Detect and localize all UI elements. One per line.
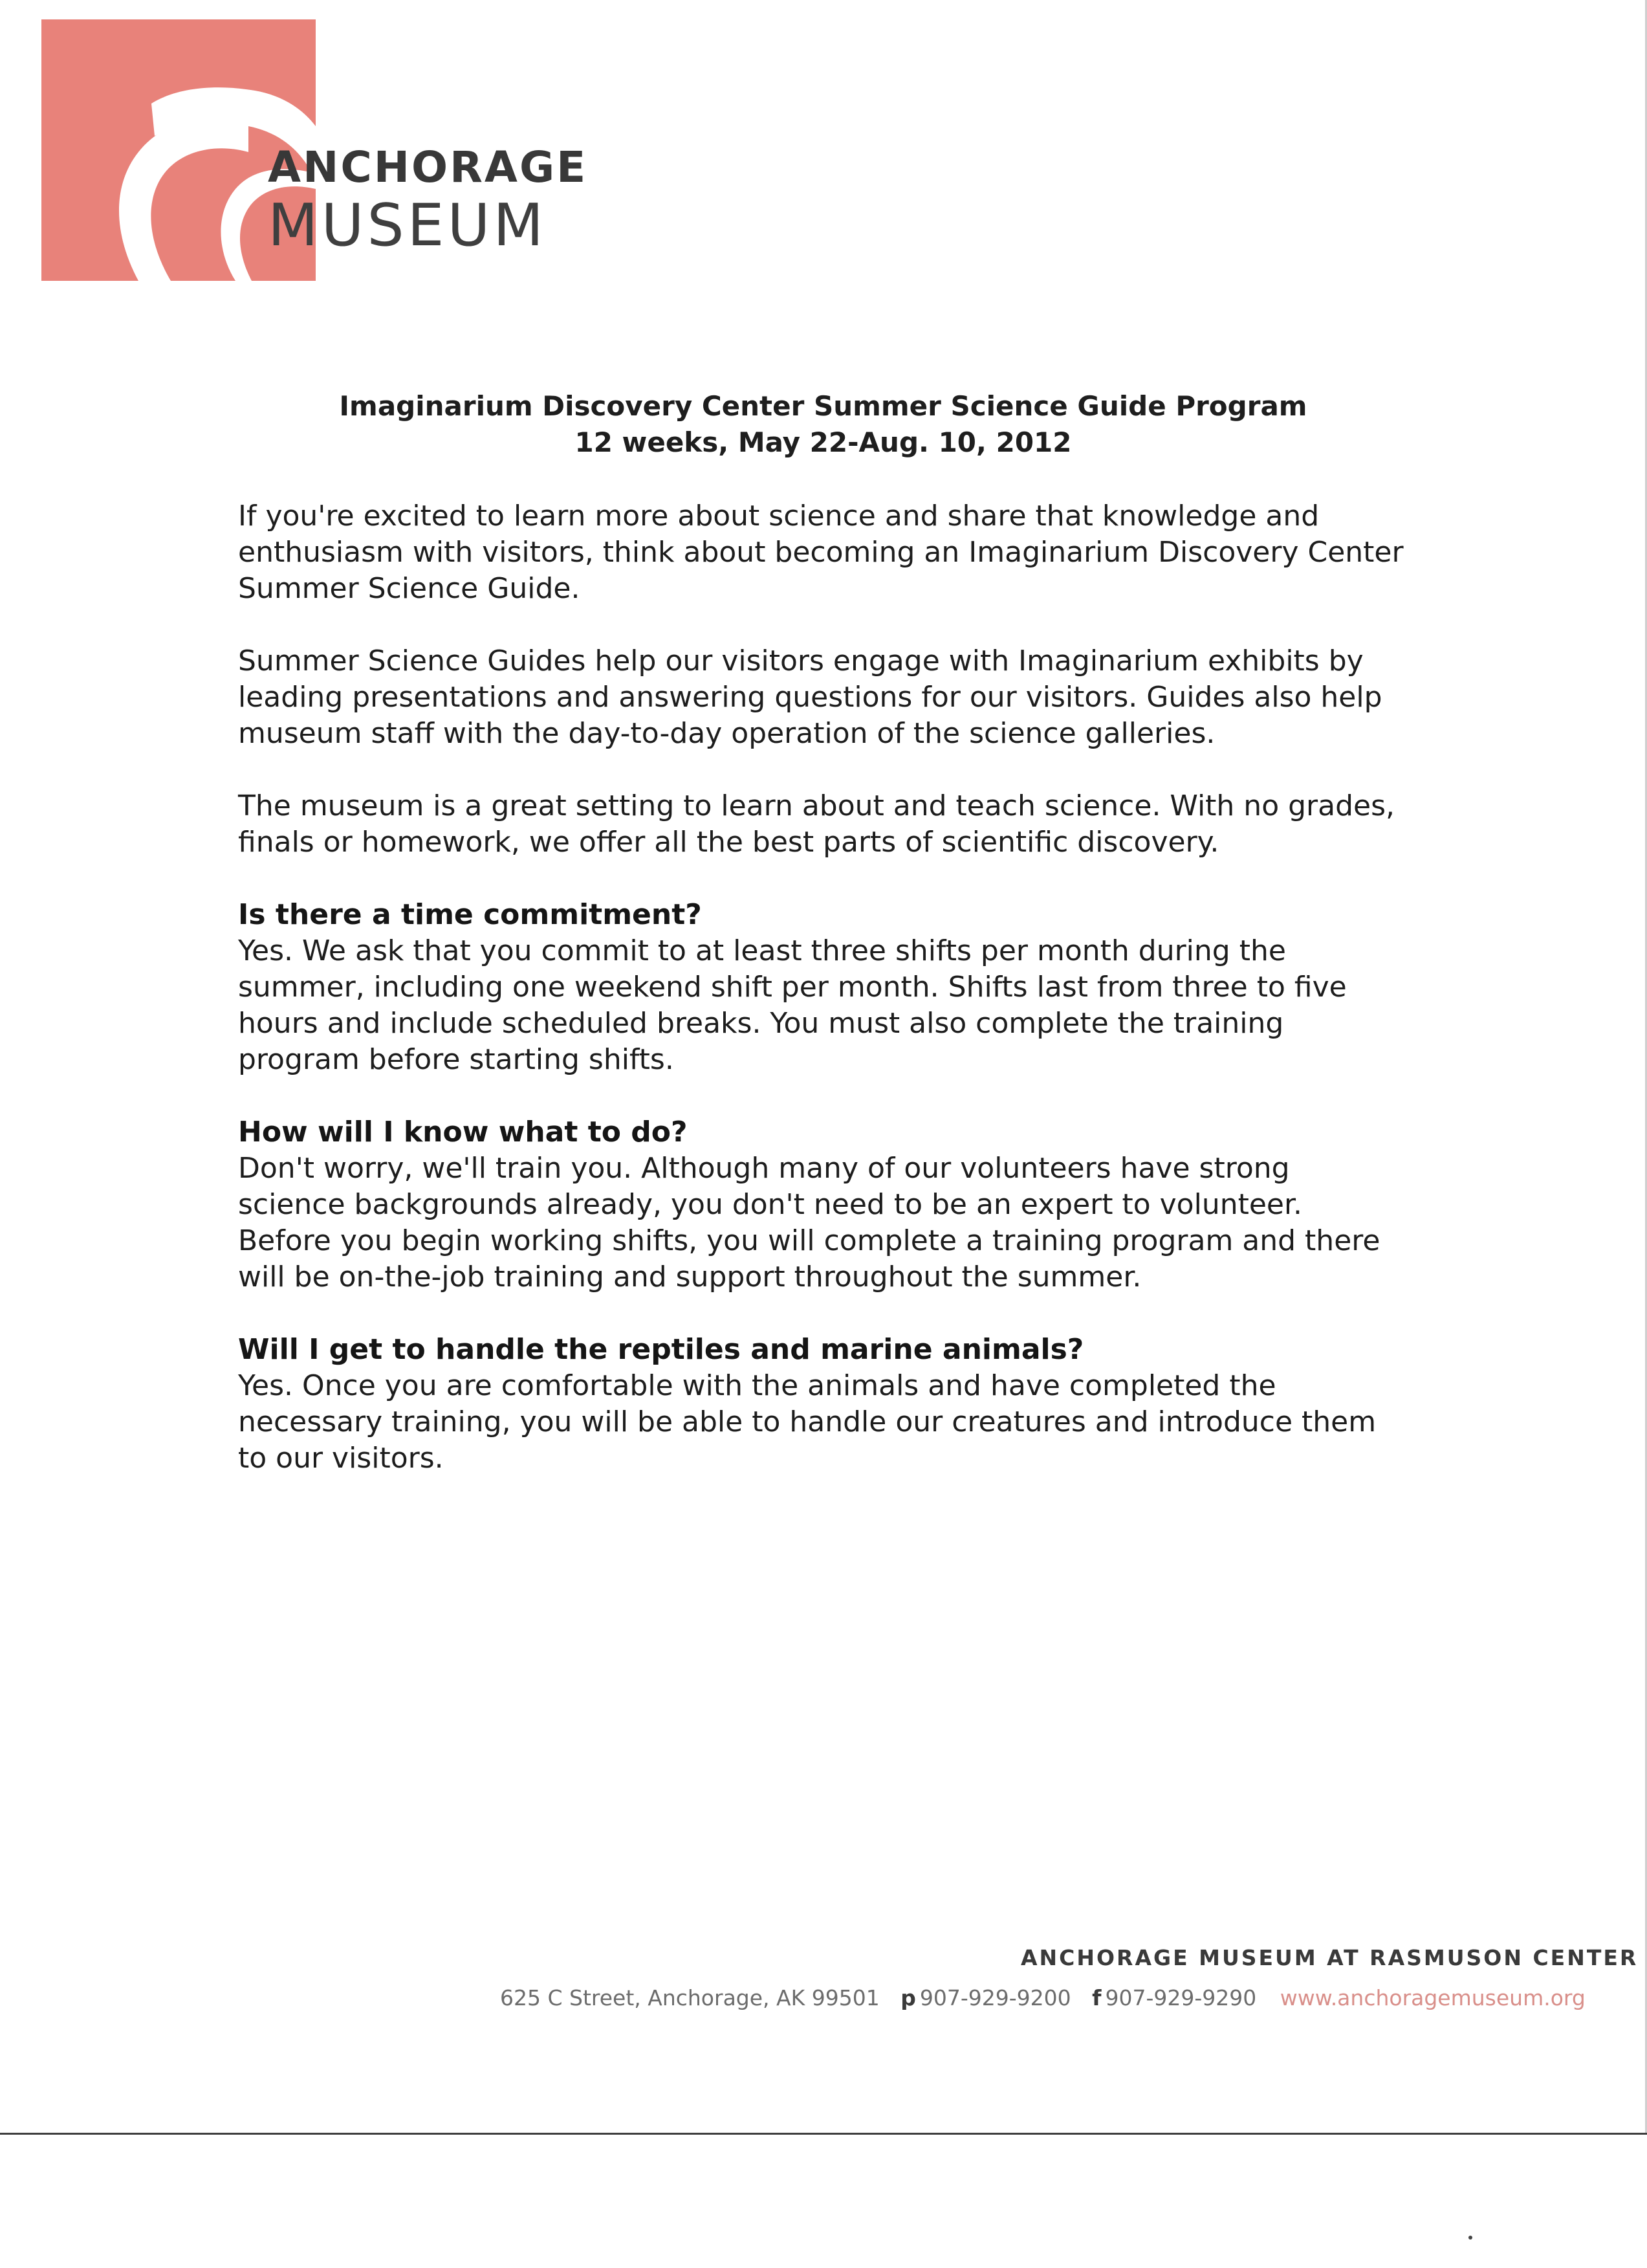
footer-fax: 907-929-9290 (1105, 1985, 1257, 2010)
faq-answer-line: to our visitors. (238, 1442, 444, 1475)
setting-paragraph (238, 788, 1428, 861)
footer-fax-label: f (1092, 1985, 1102, 2010)
document-body (238, 498, 1428, 1513)
faq-answer-line: necessary training, you will be able to handle our creatures and introduce them (238, 1405, 1377, 1438)
document-title: Imaginarium Discovery Center Summer Science Guide Program (339, 390, 1307, 422)
footer-address: 625 C Street, Anchorage, AK 99501 (500, 1985, 880, 2010)
faq-answer-line: hours and include scheduled breaks. You must also complete the training (238, 1007, 1284, 1040)
footer-website-link[interactable]: www.anchoragemuseum.org (1280, 1985, 1586, 2010)
faq-answer-line: Before you begin working shifts, you will complete a training program and there (238, 1224, 1380, 1257)
faq-answer-line: science backgrounds already, you don't need to be an expert to volunteer. (238, 1188, 1303, 1221)
faq-what-to-do (238, 1114, 1428, 1295)
text-line: leading presentations and answering questions for our visitors. Guides also help (238, 681, 1382, 714)
text-line: The museum is a great setting to learn about and teach science. With no grades, (238, 789, 1395, 822)
text-line: museum staff with the day-to-day operation of the science galleries. (238, 717, 1216, 750)
museum-logo (41, 19, 588, 285)
text-line: Summer Science Guides help our visitors engage with Imaginarium exhibits by (238, 644, 1364, 677)
footer-contact-line (500, 1985, 1586, 2010)
logo-wordmark-anchorage: ANCHORAGE (268, 142, 588, 192)
faq-answer-line: Yes. Once you are comfortable with the animals and have completed the (238, 1369, 1276, 1402)
faq-question: Will I get to handle the reptiles and marine animals? (238, 1333, 1084, 1366)
faq-answer-line: will be on-the-job training and support throughout the summer. (238, 1261, 1142, 1294)
faq-answer-line: Yes. We ask that you commit to at least three shifts per month during the (238, 934, 1286, 967)
faq-answer-line: summer, including one weekend shift per month. Shifts last from three to five (238, 971, 1347, 1004)
faq-time-commitment (238, 897, 1428, 1078)
footer-phone: 907-929-9200 (919, 1985, 1071, 2010)
logo-wordmark-museum: MUSEUM (268, 192, 547, 259)
footer-organization: ANCHORAGE MUSEUM AT RASMUSON CENTER (1021, 1945, 1639, 1970)
faq-question: How will I know what to do? (238, 1116, 688, 1149)
faq-answer-line: program before starting shifts. (238, 1043, 674, 1076)
footer-phone-label: p (900, 1985, 916, 2010)
intro-paragraph (238, 498, 1428, 607)
guides-paragraph (238, 643, 1428, 752)
faq-animals (238, 1332, 1428, 1477)
faq-answer-line: Don't worry, we'll train you. Although many of our volunteers have strong (238, 1152, 1290, 1185)
scan-speck (1468, 2236, 1472, 2240)
scan-bottom-edge (0, 2133, 1647, 2135)
text-line: enthusiasm with visitors, think about becoming an Imaginarium Discovery Center (238, 536, 1404, 569)
document-subtitle: 12 weeks, May 22-Aug. 10, 2012 (574, 426, 1072, 458)
text-line: Summer Science Guide. (238, 572, 580, 605)
faq-question: Is there a time commitment? (238, 898, 702, 931)
text-line: finals or homework, we offer all the best parts of scientific discovery. (238, 826, 1219, 859)
text-line: If you're excited to learn more about science and share that knowledge and (238, 500, 1320, 533)
